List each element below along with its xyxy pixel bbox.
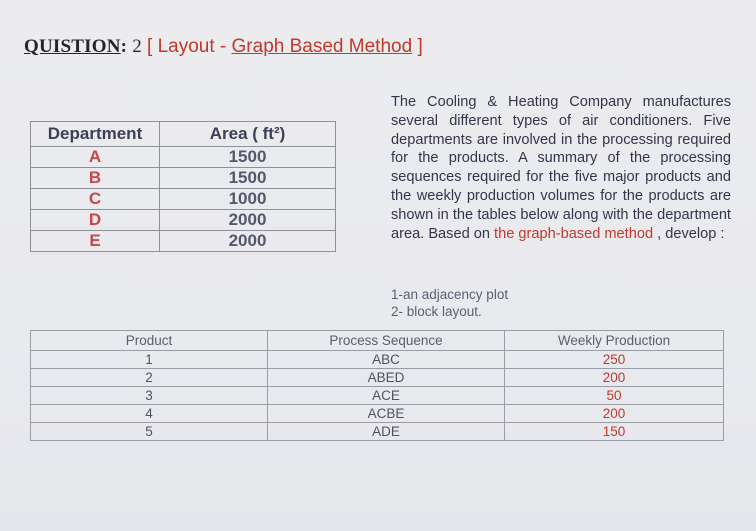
- table-row: [31, 423, 724, 441]
- weekly-cell: 250: [505, 351, 724, 369]
- weekly-header: Weekly Production: [505, 331, 724, 351]
- sequence-cell: ACE: [268, 387, 505, 405]
- open-bracket: [: [147, 36, 153, 57]
- table-row: [31, 189, 336, 210]
- description-highlight: the graph-based method: [494, 225, 654, 242]
- department-cell: C: [31, 189, 160, 210]
- table-row: [31, 387, 724, 405]
- method-label: Graph Based Method: [231, 36, 413, 57]
- sequence-cell: ABC: [268, 351, 505, 369]
- product-header: Product: [31, 331, 268, 351]
- question-word: QUISTION: [24, 36, 121, 57]
- task-list: [391, 286, 508, 320]
- product-cell: 1: [31, 351, 268, 369]
- description-text: The Cooling & Heating Company manufactures several different types of air conditioners. Five departments are involved in the processing required for the products. A summary of the processing sequences required for the five major products and the weekly production volumes for the products are shown in the tables below along with the department area. Based on: [391, 94, 731, 242]
- task-item: 1-an adjacency plot: [391, 287, 509, 302]
- table-row: [31, 351, 724, 369]
- table-row: [31, 231, 336, 252]
- product-cell: 2: [31, 369, 268, 387]
- department-cell: E: [31, 231, 160, 252]
- department-header-row: [31, 122, 336, 147]
- department-cell: A: [31, 147, 160, 168]
- description-tail: , develop :: [653, 225, 725, 242]
- heading-colon: :: [120, 36, 127, 57]
- product-cell: 5: [31, 423, 268, 441]
- sequence-cell: ACBE: [268, 405, 505, 423]
- question-number: 2: [132, 36, 142, 57]
- weekly-cell: 200: [505, 369, 724, 387]
- weekly-cell: 50: [505, 387, 724, 405]
- table-row: [31, 369, 724, 387]
- product-table: [30, 330, 724, 441]
- product-header-row: [31, 331, 724, 351]
- sequence-cell: ABED: [268, 369, 505, 387]
- table-row: [31, 168, 336, 189]
- area-cell: 1500: [160, 147, 336, 168]
- area-cell: 1500: [160, 168, 336, 189]
- sequence-cell: ADE: [268, 423, 505, 441]
- table-row: [31, 210, 336, 231]
- department-cell: D: [31, 210, 160, 231]
- weekly-cell: 200: [505, 405, 724, 423]
- question-heading: [24, 36, 423, 58]
- problem-description: [391, 93, 731, 243]
- task-item: 2- block layout.: [391, 304, 482, 319]
- table-row: [31, 147, 336, 168]
- department-cell: B: [31, 168, 160, 189]
- product-cell: 3: [31, 387, 268, 405]
- close-bracket: ]: [417, 36, 423, 57]
- sequence-header: Process Sequence: [268, 331, 505, 351]
- area-cell: 2000: [160, 210, 336, 231]
- layout-label: Layout -: [157, 36, 227, 57]
- area-header: Area ( ft²): [160, 122, 336, 147]
- table-row: [31, 405, 724, 423]
- department-table: [30, 121, 336, 252]
- product-cell: 4: [31, 405, 268, 423]
- department-header: Department: [31, 122, 160, 147]
- weekly-cell: 150: [505, 423, 724, 441]
- area-cell: 2000: [160, 231, 336, 252]
- area-cell: 1000: [160, 189, 336, 210]
